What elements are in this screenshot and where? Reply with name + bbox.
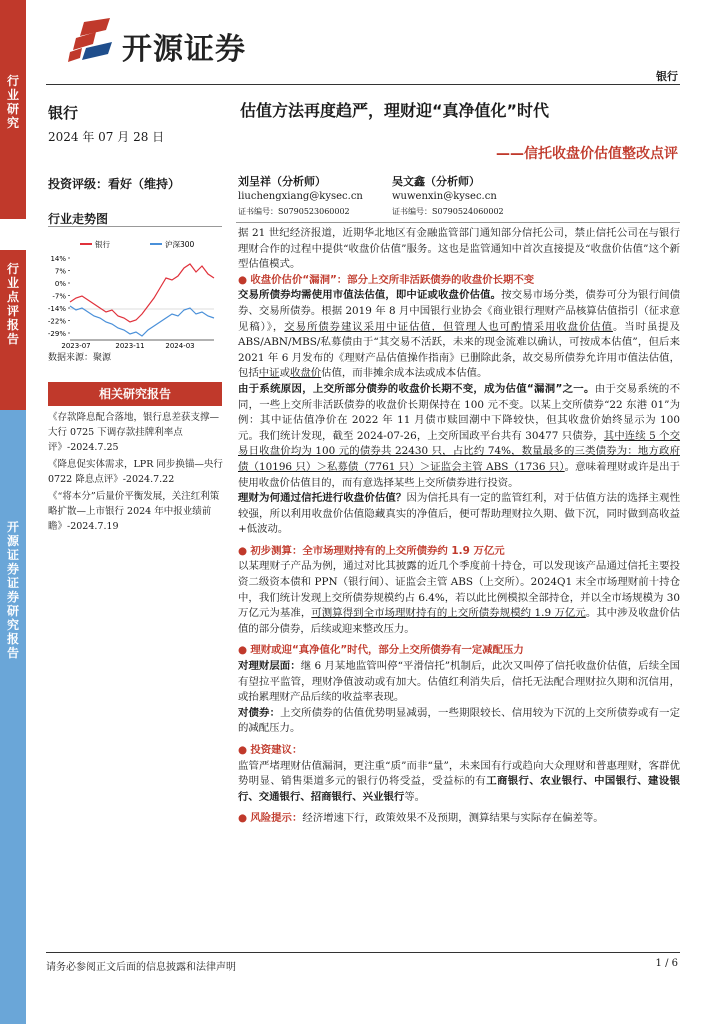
analyst-cert: 证书编号：S0790524060002 <box>392 207 504 216</box>
analyst-card <box>238 174 363 219</box>
brand-mark-icon <box>66 18 116 64</box>
y-tick-label: -22% <box>47 317 66 326</box>
series-line-bank <box>70 264 214 322</box>
related-report-link[interactable]: 《“将本分”后量价平衡发展，关注红利策略扩散—上市银行 2024 年中报业绩前瞻》-2024.7.19 <box>48 491 220 532</box>
y-tick-label: 14% <box>50 255 66 263</box>
body-paragraph: 理财为何通过信托进行收盘价估值？因为信托具有一定的监管红利，对于估值方法的选择主观性较强，所以利用收盘价估值隐藏真实的净值后，便可帮助理财拉久期、做下沉，同时做到高收益+低波动。 <box>238 492 681 536</box>
related-reports-list <box>48 410 224 536</box>
y-tick-label: 7% <box>54 267 66 276</box>
footer-rule <box>46 952 680 953</box>
series-line-hs300 <box>70 306 214 336</box>
body-paragraph: 交易所债券均需使用市值法估值，即中证或收盘价估值。按交易市场分类，债券可分为银行间债券、交易所债券。根据 2019 年 8 月中国银行业协会《商业银行理财产品核算估值指引（征求意见稿）》，交易所债券建议采用中证估值，但管理人也可酌情采用收盘价估值。当时虽提及 ABS/ABN/MBS/私募债由于“其交易不活跃，未来的现金流难以确认，可按成本估值”，但后来 2021 年 6 月发布的《理财产品估值操作指南》已删除此条，故交易所债券允许用市值法估值，包括中证或收盘价估值，而非摊余成本法或成本估值。 <box>238 289 681 380</box>
band-label-bottom: 开 源 证 券 证 券 研 究 报 告 <box>6 520 19 660</box>
section-heading: ● 理财或迎“真净值化”时代，部分上交所债券有一定减配压力 <box>238 644 524 657</box>
section-heading: ● 收盘价估价“漏洞”：部分上交所非活跃债券的收盘价长期不变 <box>238 273 535 286</box>
sector-tag: 银行 <box>656 70 678 83</box>
y-tick-label: 0% <box>54 280 66 288</box>
analyst-name: 吴文鑫（分析师） <box>392 175 480 188</box>
intro-paragraph: 据 21 世纪经济报道，近期华北地区有金融监管部门通知部分信托公司，禁止信托公司在与银行理财合作的过程中提供“收盘价估值”服务。这也是监管通知中首次直接提及“收盘价估值”这个新型估值模式。 <box>238 227 680 271</box>
body-paragraph: 由于系统原因，上交所部分债券的收盘价长期不变，成为估值“漏洞”之一。由于交易系统的不同，一些上交所非活跃债券的收盘价长期保持在 100 元不变。以某上交所债券“22 东港 01”为例：其中证估值净价在 2022 年 11 月债市赎回潮中下降较快，但其收盘价始终显示为 100 元。我们统计发现，截至 2024-07-26，上交所国政平台共有 30477 只债券，其中连续 5 个交易日收盘价均为 100 元的债券共 22430 只，占比约 74%，数量最多的三类债券为：地方政府债（10196 只）＞私募债（7761 只）＞证监会主管 ABS（1736 只）。意味着理财或许是出于使用收盘价估值目的，而有意选择某些上交所债券进行投资。 <box>238 382 681 489</box>
analyst-email[interactable]: wuwenxin@kysec.cn <box>392 191 497 202</box>
x-tick-label: 2023-07 <box>61 342 91 350</box>
related-report-link[interactable]: 《存款降息配合落地，银行息差获支撑—大行 0725 下调存款挂牌利率点评》-2024.7.25 <box>48 412 220 453</box>
trend-rule <box>48 226 222 227</box>
x-tick-label: 2024-03 <box>165 342 195 350</box>
analyst-card <box>392 174 504 219</box>
related-reports-title: 相关研究报告 <box>48 382 222 406</box>
report-subtitle: ——信托收盘价估值整改点评 <box>496 146 678 162</box>
page-number: 1 / 6 <box>655 958 678 969</box>
trend-title: 行业走势图 <box>48 212 109 226</box>
analyst-rule <box>236 222 680 223</box>
report-title: 估值方法再度趋严，理财迎“真净值化”时代 <box>240 101 550 120</box>
y-tick-label: -7% <box>52 292 66 301</box>
related-report-link[interactable]: 《降息促实体需求，LPR 同步换锚—央行 0722 降息点评》-2024.7.22 <box>48 459 223 485</box>
y-tick-label: -29% <box>47 330 66 338</box>
body-paragraph: 对理财层面：继 6 月某地监管叫停“平滑信托”机制后，此次又叫停了信托收盘价估值，后续全国有望拉平监管，理财净值波动或有加大。估值红利消失后，信托无法配合理财拉久期和沉信用，或抬累理财产品后续的收益率表现。 <box>238 660 680 704</box>
band-label-mid: 行 业 点 评 报 告 <box>6 262 19 346</box>
body-paragraph: 监管严堵理财估值漏洞，更注重“质”而非“量”，未来国有行或趋向大众理财和普惠理财，客群优势明显、销售渠道多元的银行仍将受益，受益标的有工商银行、农业银行、中国银行、建设银行、交通银行、招商银行、兴业银行等。 <box>238 759 681 803</box>
legend-label: 银行 <box>95 240 110 249</box>
body-paragraph: 对债券：上交所债券的估值优势明显减弱，一些期限较长、信用较为下沉的上交所债券或有一定的减配压力。 <box>238 706 680 735</box>
sector-title: 银行 <box>48 104 79 122</box>
footer-disclaimer: 请务必参阅正文后面的信息披露和法律声明 <box>46 962 236 973</box>
header-rule <box>46 84 680 85</box>
analyst-name: 刘呈祥（分析师） <box>238 175 326 188</box>
report-body <box>238 226 680 827</box>
report-date: 2024 年 07 月 28 日 <box>48 130 165 144</box>
section-heading: ● 初步测算：全市场理财持有的上交所债券约 1.9 万亿元 <box>238 544 505 557</box>
brand-logo <box>66 18 326 70</box>
analyst-cert: 证书编号：S0790523060002 <box>238 207 350 216</box>
body-paragraph: 以某理财子产品为例，通过对比其披露的近几个季度前十持仓，可以发现该产品通过信托主要投资二级资本债和 PPN（银行间）、证监会主管 ABS（上交所）。2024Q1 末全市场理财前十持仓中，我们统计发现上交所债券规模约占 6.4%，若以此比例模拟全部持仓，并以全市场规模为 30 万亿元为基准，可测算得到全市场理财持有的上交所债券规模约 1.9 万亿元。其中涉及收盘价估值的部分债券，后续或迎来整改压力。 <box>238 560 681 635</box>
brand-name: 开源证券 <box>122 32 246 67</box>
sidebar-band-bottom <box>0 410 26 1024</box>
legend-label: 沪深300 <box>165 240 195 249</box>
risk-paragraph: ● 风险提示：经济增速下行，政策效果不及预期，测算结果与实际存在偏差等。 <box>238 812 604 825</box>
y-tick-label: -14% <box>47 305 66 313</box>
chart-source: 数据来源：聚源 <box>48 353 112 363</box>
band-label-top: 行 业 研 究 <box>6 74 19 130</box>
rating: 投资评级：看好（维持） <box>48 177 181 191</box>
trend-chart <box>40 236 222 354</box>
analyst-email[interactable]: liuchengxiang@kysec.cn <box>238 191 363 202</box>
section-heading: ● 投资建议： <box>238 744 303 756</box>
x-tick-label: 2023-11 <box>115 342 145 350</box>
trend-chart-svg <box>40 236 222 354</box>
